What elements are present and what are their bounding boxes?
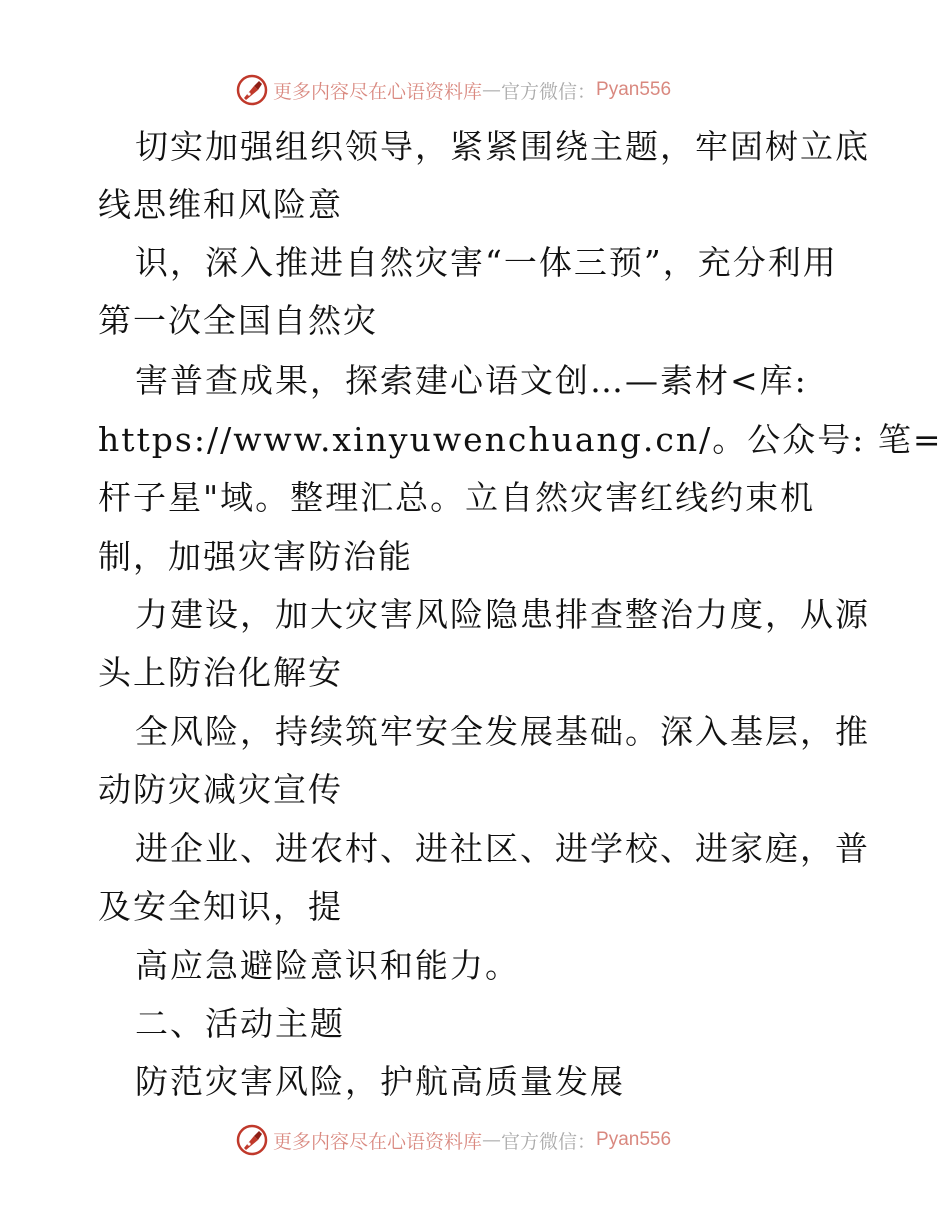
body-line: 杆子星"域。整理汇总。立自然灾害红线约束机 (98, 478, 816, 517)
body-line: 及安全知识，提 (98, 887, 343, 926)
watermark-brand: 更多内容尽在心语资料库 (273, 80, 483, 103)
body-line: 高应急避险意识和能力。 (135, 946, 520, 985)
section-heading: 二、活动主题 (135, 1004, 345, 1043)
body-line: 第一次全国自然灾 (98, 301, 378, 340)
watermark-wechat-id: Pyan556 (596, 79, 672, 100)
pen-nib-logo-icon (235, 1123, 269, 1157)
body-line: 切实加强组织领导，紧紧围绕主题，牢固树立底 (135, 127, 870, 166)
watermark-official-label: 官方微信： (501, 1130, 597, 1153)
footer-watermark (235, 1122, 671, 1158)
body-line: 制，加强灾害防治能 (98, 537, 413, 576)
body-line: 头上防治化解安 (98, 653, 343, 692)
watermark-separator: — (482, 1129, 502, 1151)
body-line: 全风险，持续筑牢安全发展基础。深入基层，推 (135, 712, 870, 751)
pen-nib-logo-icon (235, 73, 269, 107)
watermark-separator: — (482, 79, 502, 101)
body-line: 进企业、进农村、进社区、进学校、进家庭，普 (135, 829, 870, 868)
watermark-wechat-id: Pyan556 (596, 1129, 672, 1150)
body-line: 防范灾害风险，护航高质量发展 (135, 1062, 625, 1101)
body-line: 动防灾减灾宣传 (98, 770, 343, 809)
body-line: 线思维和风险意 (98, 185, 343, 224)
body-line: 力建设，加大灾害风险隐患排查整治力度，从源 (135, 595, 870, 634)
header-watermark (235, 72, 671, 108)
body-line: 识，深入推进自然灾害“一体三预”，充分利用 (135, 243, 838, 282)
watermark-brand: 更多内容尽在心语资料库 (273, 1130, 483, 1153)
watermark-official-label: 官方微信： (501, 80, 597, 103)
body-line: 害普查成果，探索建心语文创…—素材<库: (135, 361, 808, 400)
body-line: https://www.xinyuwenchuang.cn/。公众号: 笔= (98, 420, 943, 459)
